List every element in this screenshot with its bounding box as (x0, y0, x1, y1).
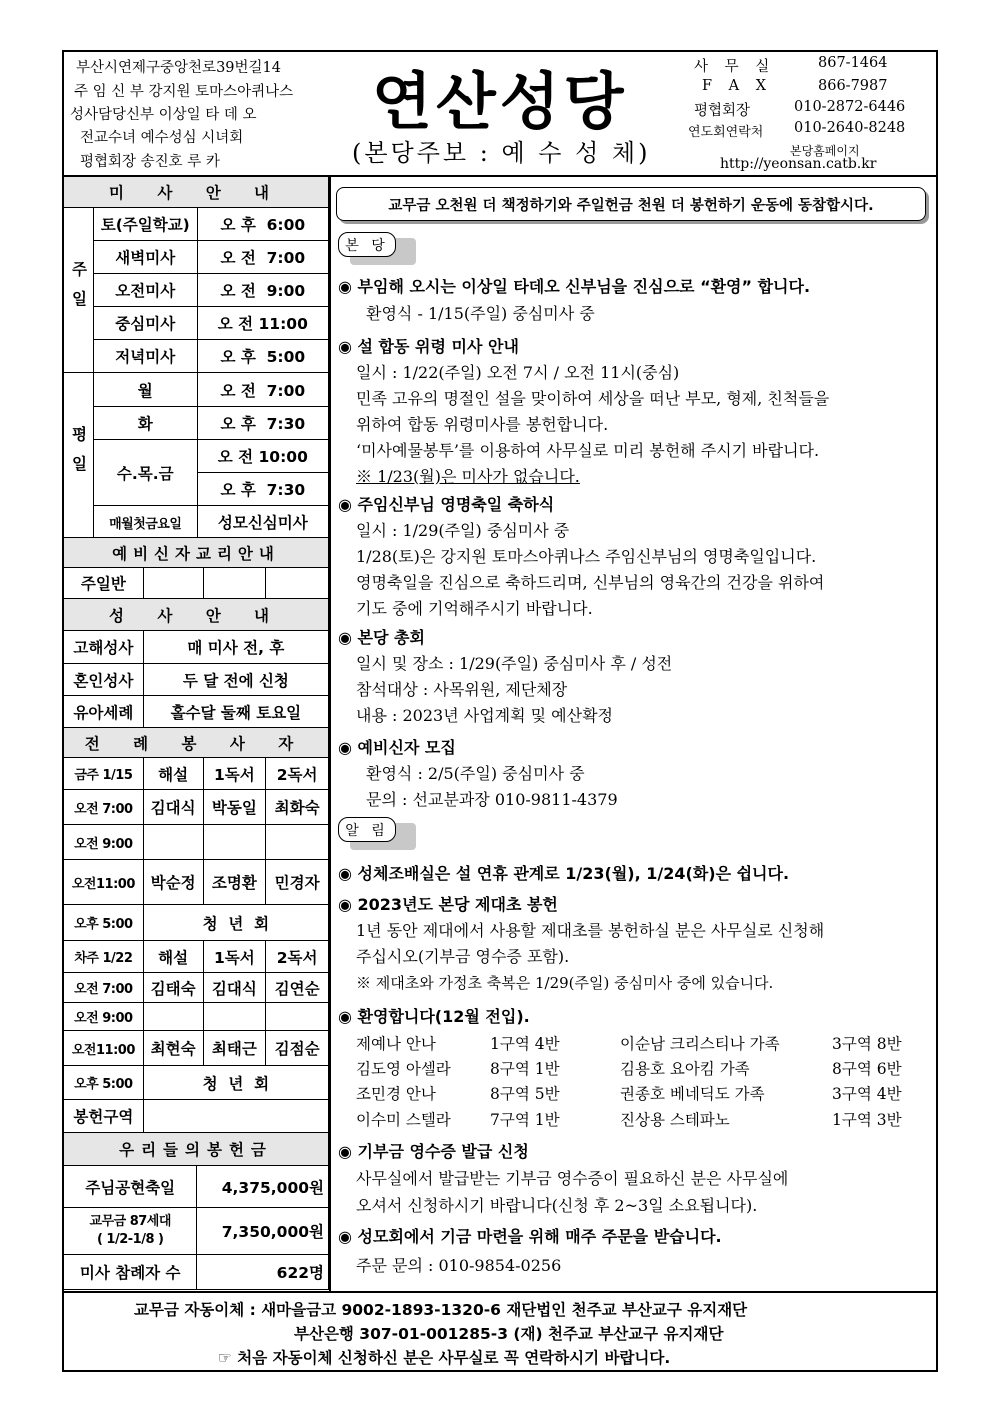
server-name: 김대식 (143, 790, 203, 825)
servers-time: 오전11:00 (64, 860, 144, 905)
mass-name: 새벽미사 (93, 241, 197, 274)
offering-value: 4,375,000원 (197, 1166, 329, 1208)
mass-time: 오 전 7:00 (197, 241, 328, 274)
newcomer-name: 제예나 안나 (356, 1035, 436, 1053)
memorial-heading: ◉ 설 합동 위령 미사 안내 (338, 337, 519, 356)
offering-value: 622명 (197, 1255, 329, 1290)
mass-time: 오 후 7:30 (197, 407, 328, 440)
server-name (143, 825, 203, 860)
feast-line: 1/28(토)은 강지원 토마스아퀴나스 주임신부님의 영명축일입니다. (356, 547, 817, 566)
server-name: 최태근 (203, 1031, 266, 1066)
memorial-line: ‘미사예물봉투’를 이용하여 사무실로 미리 봉헌해 주시기 바랍니다. (356, 441, 820, 460)
receipt-line: 오셔서 신청하시기 바랍니다(신청 후 2~3일 소요됩니다). (356, 1196, 758, 1215)
offering-title: 우리들의봉헌금 (64, 1133, 329, 1166)
server-name: 박동일 (203, 790, 266, 825)
contact-label-fax: F A X (702, 78, 773, 94)
parish-info-table (63, 537, 329, 1133)
welcome-heading: ◉ 부임해 오시는 이상일 타데오 신부님을 진심으로 “환영” 합니다. (338, 277, 811, 296)
offering-area-label: 봉헌구역 (64, 1100, 144, 1133)
order-line: 주문 문의 : 010-9854-0256 (356, 1256, 562, 1275)
servers-role: 1독서 (203, 758, 266, 790)
homepage-link[interactable]: http://yeonsan.catb.kr (720, 156, 877, 172)
newcomer-name: 진상용 스테파노 (620, 1111, 730, 1129)
server-name: 김점순 (266, 1031, 329, 1066)
server-name: 조명환 (203, 860, 266, 905)
page-title: 연산성당 (372, 65, 628, 138)
contact-value-council: 010-2872-6446 (794, 99, 906, 115)
memorial-line: 일시 : 1/22(주일) 오전 7시 / 오전 11시(중심) (356, 363, 680, 382)
sacrament-value: 홀수달 둘째 토요일 (143, 696, 328, 728)
mass-time: 오 후 5:00 (197, 340, 328, 373)
receipt-heading: ◉ 기부금 영수증 발급 신청 (338, 1142, 529, 1161)
candle-line: ※ 제대초와 가정초 축복은 1/29(주일) 중심미사 중에 있습니다. (356, 974, 774, 992)
newcomer-name: 김도영 아셀라 (356, 1060, 451, 1078)
newcomer-name: 권종호 베네딕도 가족 (620, 1085, 765, 1103)
mass-name: 저녁미사 (93, 340, 197, 373)
newcomers-heading: ◉ 환영합니다(12월 전입). (338, 1007, 530, 1026)
newcomer-area: 1구역 4반 (490, 1035, 560, 1053)
mass-time: 오 전 7:00 (197, 373, 328, 407)
memorial-line: 민족 고유의 명절인 설을 맞이하여 세상을 떠난 부모, 형제, 친척들을 (356, 389, 830, 408)
mass-name: 토(주일학교) (93, 208, 197, 241)
offering-name: 교무금 87세대 ( 1/2-1/8 ) (64, 1208, 197, 1255)
sister-line: 전교수녀 예수성심 시녀회 (80, 130, 244, 146)
mass-name: 중심미사 (93, 307, 197, 340)
server-name: 김태숙 (143, 973, 203, 1003)
server-name: 최현숙 (143, 1031, 203, 1066)
weekday-label: 평일 (64, 373, 94, 539)
servers-role: 2독서 (266, 941, 329, 973)
servers-week: 차주 1/22 (64, 941, 144, 973)
servers-time: 오후 5:00 (64, 1066, 144, 1100)
servers-time: 오전 9:00 (64, 825, 144, 860)
footer-autopay-line: 교무금 자동이체 : 새마을금고 9002-1893-1320-6 재단법인 천주교 부산교구 유지재단 (134, 1301, 748, 1319)
candle-heading: ◉ 2023년도 본당 제대초 봉헌 (338, 895, 558, 914)
mass-name: 오전미사 (93, 274, 197, 307)
sacrament-name: 고해성사 (64, 631, 144, 664)
newcomer-area: 3구역 4반 (832, 1085, 902, 1103)
sunday-label: 주일 (64, 208, 94, 373)
pastor-line: 주 임 신 부 강지원 토마스아퀴나스 (74, 84, 294, 100)
server-name (203, 1003, 266, 1031)
servers-role: 1독서 (203, 941, 266, 973)
receipt-line: 사무실에서 발급받는 기부금 영수증이 필요하신 분은 사무실에 (356, 1169, 789, 1188)
mass-time: 오 후 7:30 (197, 473, 328, 506)
servers-role: 해설 (143, 941, 203, 973)
assembly-line: 내용 : 2023년 사업계획 및 예산확정 (356, 706, 614, 725)
servers-time: 오전 7:00 (64, 973, 144, 1003)
mass-time: 오 전 9:00 (197, 274, 328, 307)
sacrament-value: 두 달 전에 신청 (143, 664, 328, 696)
feast-line: 일시 : 1/29(주일) 중심미사 중 (356, 521, 570, 540)
servers-week: 금주 1/15 (64, 758, 144, 790)
server-name: 김연순 (266, 973, 329, 1003)
homepage-label: 본당홈페이지 (790, 144, 860, 158)
offering-name: 주님공현축일 (64, 1166, 197, 1208)
offering-table (63, 1132, 329, 1290)
order-heading: ◉ 성모회에서 기금 마련을 위해 매주 주문을 받습니다. (338, 1227, 722, 1246)
assembly-line: 일시 및 장소 : 1/29(주일) 중심미사 후 / 성전 (356, 654, 673, 673)
server-name: 박순정 (143, 860, 203, 905)
servers-role: 해설 (143, 758, 203, 790)
server-name (266, 825, 329, 860)
sacrament-name: 유아세례 (64, 696, 144, 728)
tag-notice: 알 림 (338, 817, 396, 842)
parish-address: 부산시연제구중앙천로39번길14 (76, 60, 281, 76)
sacraments-title: 성 사 안 내 (64, 599, 329, 631)
footer-divider (62, 1291, 938, 1293)
youth-group: 청 년 회 (143, 1066, 328, 1100)
newcomer-area: 8구역 5반 (490, 1085, 560, 1103)
server-name (203, 825, 266, 860)
memorial-line: 위하여 합동 위령미사를 봉헌합니다. (356, 415, 609, 434)
page-subtitle: (본당주보 : 예 수 성 체) (352, 139, 651, 167)
council-president-line: 평협회장 송진호 루 카 (80, 154, 220, 170)
servers-time: 오후 5:00 (64, 905, 144, 941)
catechumen-line: 문의 : 선교분과장 010-9811-4379 (366, 790, 618, 809)
assembly-heading: ◉ 본당 총회 (338, 628, 425, 647)
offering-value: 7,350,000원 (197, 1208, 329, 1255)
mass-name: 매월첫금요일 (93, 506, 197, 539)
servers-time: 오전11:00 (64, 1031, 144, 1066)
mass-time: 오 후 6:00 (197, 208, 328, 241)
servers-time: 오전 9:00 (64, 1003, 144, 1031)
footer-bank-line: 부산은행 307-01-001285-3 (재) 천주교 부산교구 유지재단 (294, 1325, 724, 1343)
offering-area-value (143, 1100, 328, 1133)
newcomer-name: 조민경 안나 (356, 1085, 436, 1103)
catechumen-line: 환영식 : 2/5(주일) 중심미사 중 (366, 764, 585, 783)
mass-time: 오 전 11:00 (197, 307, 328, 340)
empty-cell (203, 568, 266, 599)
mass-name: 화 (93, 407, 197, 440)
tag-parish: 본 당 (338, 232, 396, 257)
adoration-notice: ◉ 성체조배실은 설 연휴 관계로 1/23(월), 1/24(화)은 쉽니다. (338, 864, 790, 883)
feast-line: 영명축일을 진심으로 축하드리며, 신부님의 영육간의 건강을 위하여 (356, 573, 825, 592)
servers-time: 오전 7:00 (64, 790, 144, 825)
welcome-line: 환영식 - 1/15(주일) 중심미사 중 (366, 304, 595, 323)
newcomer-name: 김용호 요아킴 가족 (620, 1060, 750, 1078)
candle-line: 1년 동안 제대에서 사용할 제대초를 봉헌하실 분은 사무실로 신청해 (356, 921, 825, 940)
contact-value-fax: 866-7987 (818, 78, 888, 94)
server-name (266, 1003, 329, 1031)
newcomer-area: 3구역 8반 (832, 1035, 902, 1053)
server-name: 민경자 (266, 860, 329, 905)
memorial-note: ※ 1/23(월)은 미사가 없습니다. (356, 467, 580, 486)
sacrament-priest-line: 성사담당신부 이상일 타 데 오 (70, 107, 257, 123)
footer-contact-line: ☞ 처음 자동이체 신청하신 분은 사무실로 꼭 연락하시기 바랍니다. (218, 1349, 671, 1367)
contact-value-office: 867-1464 (818, 55, 888, 71)
server-name (143, 1003, 203, 1031)
servers-role: 2독서 (266, 758, 329, 790)
feast-heading: ◉ 주임신부님 영명축일 축하식 (338, 495, 555, 514)
mass-name: 월 (93, 373, 197, 407)
feast-line: 기도 중에 기억해주시기 바랍니다. (356, 599, 593, 618)
newcomer-name: 이수미 스텔라 (356, 1111, 451, 1129)
column-divider (329, 175, 331, 1291)
empty-cell (143, 568, 203, 599)
newcomer-area: 8구역 6반 (832, 1060, 902, 1078)
newcomer-area: 7구역 1반 (490, 1111, 560, 1129)
mass-schedule-table (63, 176, 329, 539)
campaign-banner: 교무금 오천원 더 책정하기와 주일헌금 천원 더 봉헌하기 운동에 동참합시다. (336, 187, 926, 221)
mass-time: 오 전 10:00 (197, 440, 328, 473)
empty-cell (266, 568, 329, 599)
sacrament-name: 혼인성사 (64, 664, 144, 696)
catechumen-heading: ◉ 예비신자 모집 (338, 738, 456, 757)
assembly-line: 참석대상 : 사목위원, 제단체장 (356, 680, 568, 699)
server-name: 김대식 (203, 973, 266, 1003)
mass-schedule-title: 미 사 안 내 (64, 177, 329, 208)
contact-label-office: 사 무 실 (694, 59, 776, 75)
sacrament-value: 매 미사 전, 후 (143, 631, 328, 664)
contact-label-funeral: 연도회연락처 (688, 125, 764, 140)
servers-title: 전 례 봉 사 자 (64, 728, 329, 758)
offering-name: 미사 참례자 수 (64, 1255, 197, 1290)
catechumen-label: 주일반 (64, 568, 144, 599)
youth-group: 청 년 회 (143, 905, 328, 941)
newcomer-area: 1구역 3반 (832, 1111, 902, 1129)
newcomer-area: 8구역 1반 (490, 1060, 560, 1078)
newcomer-name: 이순남 크리스티나 가족 (620, 1035, 780, 1053)
mass-name: 수.목.금 (93, 440, 197, 506)
mass-time: 성모신심미사 (197, 506, 328, 539)
contact-label-council: 평협회장 (694, 103, 751, 119)
server-name: 최화숙 (266, 790, 329, 825)
candle-line: 주십시오(기부금 영수증 포함). (356, 947, 570, 966)
contact-value-funeral: 010-2640-8248 (794, 120, 906, 136)
catechumen-title: 예비신자교리안내 (64, 538, 329, 568)
